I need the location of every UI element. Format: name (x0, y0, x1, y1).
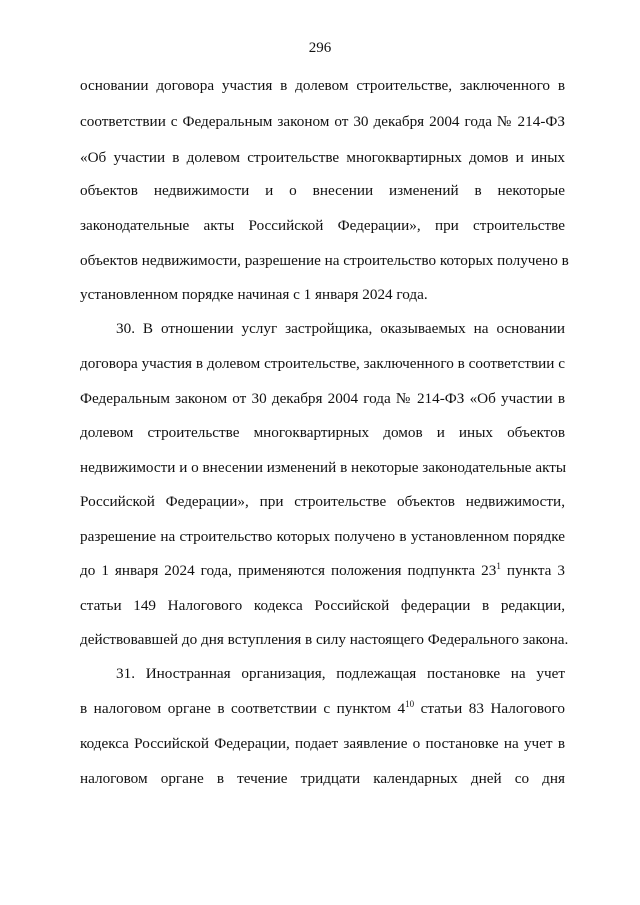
text-line: договора участия в долевом строительстве, заключенного в соответствии с (80, 355, 565, 372)
text-line: налоговом органе в течение тридцати календарных дней со дня (80, 770, 565, 787)
superscript: 1 (496, 561, 501, 571)
text-line: основании договора участия в долевом строительстве, заключенного в (80, 77, 565, 94)
text-line: Российской Федерации», при строительстве объектов недвижимости, (80, 493, 565, 510)
superscript: 10 (405, 699, 415, 709)
text-segment: пункта 3 (500, 562, 566, 579)
text-line: долевом строительстве многоквартирных домов и иных объектов (80, 424, 565, 441)
text-line-with-superscript (80, 698, 565, 720)
text-line: «Об участии в долевом строительстве многоквартирных домов и иных (80, 149, 565, 166)
text-line: разрешение на строительство которых получено в установленном порядке (80, 528, 565, 545)
text-line: соответствии с Федеральным законом от 30 декабря 2004 года № 214-ФЗ (80, 113, 565, 130)
text-line: установленном порядке начиная с 1 января 2024 года. (80, 286, 428, 303)
text-line-with-superscript (80, 560, 565, 582)
text-segment: до 1 января 2024 года, применяются положения подпункта 23 (80, 562, 497, 579)
text-line: кодекса Российской Федерации, подает заявление о постановке на учет в (80, 735, 565, 752)
text-segment: в налоговом органе в соответствии с пунктом 4 (80, 700, 406, 717)
text-line: статьи 149 Налогового кодекса Российской федерации в редакции, (80, 597, 565, 614)
text-line: 31. Иностранная организация, подлежащая постановке на учет (116, 665, 565, 682)
text-line: объектов недвижимости и о внесении изменений в некоторые (80, 182, 565, 199)
text-line: действовавшей до дня вступления в силу настоящего Федерального закона. (80, 631, 569, 648)
text-line: объектов недвижимости, разрешение на строительство которых получено в (80, 252, 569, 269)
text-line: 30. В отношении услуг застройщика, оказываемых на основании (116, 320, 565, 337)
page-number: 296 (308, 40, 332, 56)
text-line: законодательные акты Российской Федерации», при строительстве (80, 217, 565, 234)
text-segment: статьи 83 Налогового (414, 700, 566, 717)
text-line: Федеральным законом от 30 декабря 2004 года № 214-ФЗ «Об участии в (80, 390, 565, 407)
text-line: недвижимости и о внесении изменений в некоторые законодательные акты (80, 459, 567, 476)
